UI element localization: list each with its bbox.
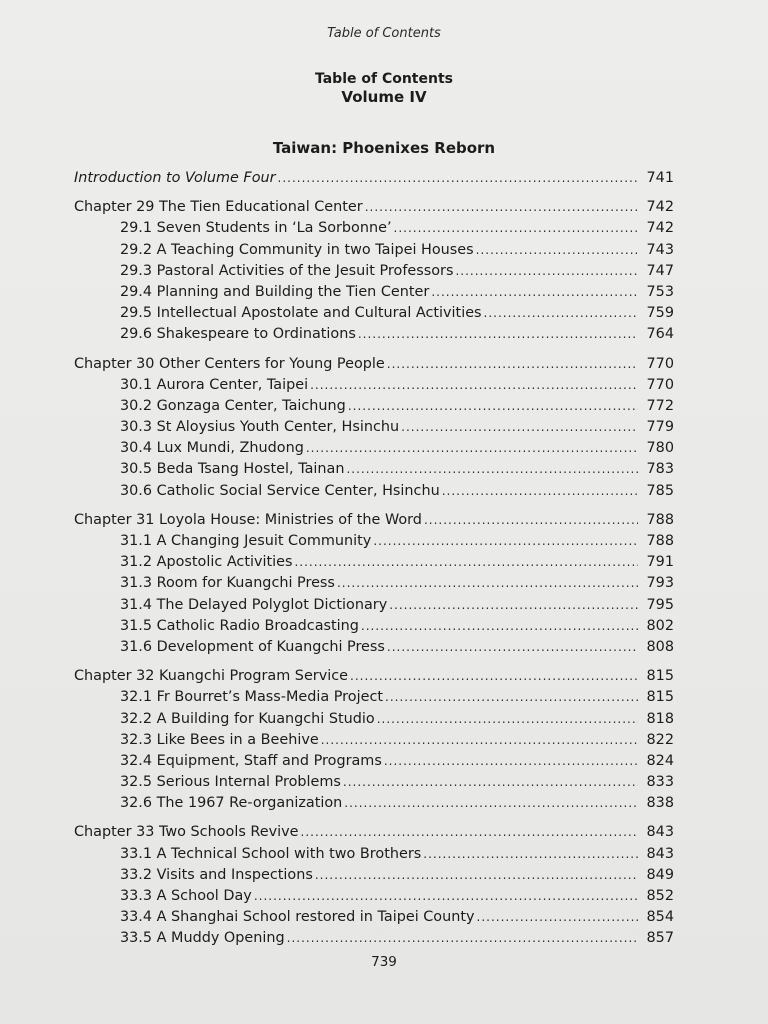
entry-title: Chapter 29 The Tien Educational Center: [74, 199, 363, 216]
dot-leader: [361, 616, 638, 637]
toc-entry-section: [74, 396, 674, 417]
toc-entry-section: [74, 552, 674, 573]
entry-title: 31.4 The Delayed Polyglot Dictionary: [120, 596, 388, 613]
dot-leader: [321, 730, 638, 751]
toc-entry-chapter: [74, 197, 674, 218]
toc-entry-section: [74, 531, 674, 552]
dot-leader: [278, 168, 638, 189]
entry-page: 795: [646, 596, 674, 613]
entry-page: 824: [646, 752, 674, 769]
entry-page: 770: [646, 376, 674, 393]
dot-leader: [424, 510, 638, 531]
entry-page: 788: [646, 511, 674, 528]
toc-entry-section: [74, 303, 674, 324]
entry-page: 852: [646, 888, 674, 904]
entry-page: 793: [646, 575, 674, 592]
toc-entry-introduction: [74, 168, 674, 189]
entry-page: 791: [646, 554, 674, 571]
dot-leader: [387, 354, 638, 375]
entry-page: 743: [646, 241, 674, 258]
entry-title: 33.1 A Technical School with two Brothers: [120, 845, 422, 862]
toc-entry-chapter: [74, 354, 674, 375]
entry-page: 815: [646, 668, 674, 685]
toc-heading-volume: Volume IV: [341, 88, 427, 106]
toc-heading: [0, 70, 768, 106]
entry-title: Chapter 31 Loyola House: Ministries of the Word: [74, 511, 422, 528]
toc-entry-section: [74, 772, 674, 793]
entry-page: 788: [646, 533, 674, 549]
entry-page: 764: [646, 326, 674, 343]
entry-page: 753: [646, 283, 674, 300]
toc-entry-section: [74, 687, 674, 708]
entry-title: 31.2 Apostolic Activities: [120, 554, 293, 571]
dot-leader: [423, 844, 638, 865]
entry-page: 759: [646, 305, 674, 322]
toc-entry-chapter: [74, 666, 674, 687]
dot-leader: [484, 303, 638, 324]
dot-leader: [373, 531, 638, 552]
entry-page: 822: [646, 731, 674, 748]
toc-entry-section: [74, 417, 674, 438]
entry-title: 31.6 Development of Kuangchi Press: [120, 638, 385, 655]
entry-page: 833: [646, 774, 674, 791]
chapter-spacer: [74, 814, 674, 822]
entry-title: 29.5 Intellectual Apostolate and Cultural Activities: [120, 305, 482, 322]
dot-leader: [476, 240, 638, 261]
entry-title: 32.4 Equipment, Staff and Programs: [120, 752, 382, 769]
toc-entry-section: [74, 459, 674, 480]
entry-page: 770: [646, 355, 674, 372]
toc-entry-section: [74, 282, 674, 303]
entry-title: Chapter 33 Two Schools Revive: [74, 824, 299, 841]
toc-entry-section: [74, 438, 674, 459]
running-head: Table of Contents: [327, 26, 441, 41]
toc-entry-section: [74, 886, 674, 907]
dot-leader: [358, 324, 638, 345]
entry-title: 31.3 Room for Kuangchi Press: [120, 575, 335, 592]
dot-leader: [431, 282, 638, 303]
entry-page: 741: [646, 170, 674, 186]
entry-title: 32.3 Like Bees in a Beehive: [120, 731, 319, 748]
entry-page: 838: [646, 795, 674, 812]
entry-title: 32.1 Fr Bourret’s Mass-Media Project: [120, 689, 383, 706]
entry-title: 32.5 Serious Internal Problems: [120, 774, 341, 791]
entry-title: 29.4 Planning and Building the Tien Center: [120, 283, 430, 300]
entry-page: 772: [646, 397, 674, 414]
entry-page: 747: [646, 262, 674, 279]
entry-title: 33.2 Visits and Inspections: [120, 866, 313, 883]
toc-entry-chapter: [74, 822, 674, 843]
toc-entry-section: [74, 324, 674, 345]
entry-title: 30.5 Beda Tsang Hostel, Tainan: [120, 461, 345, 478]
entry-title: 29.6 Shakespeare to Ordinations: [120, 326, 356, 343]
dot-leader: [377, 709, 638, 730]
entry-title: 29.3 Pastoral Activities of the Jesuit Professors: [120, 262, 454, 279]
toc-entry-section: [74, 240, 674, 261]
entry-page: 857: [646, 930, 674, 947]
toc-entry-chapter: [74, 510, 674, 531]
entry-title: 30.6 Catholic Social Service Center, Hsinchu: [120, 482, 440, 499]
toc-entry-section: [74, 730, 674, 751]
dot-leader: [348, 396, 638, 417]
toc-entry-section: [74, 261, 674, 282]
dot-leader: [310, 375, 638, 396]
entry-page: 742: [646, 220, 674, 237]
dot-leader: [365, 197, 638, 218]
entry-title: 32.2 A Building for Kuangchi Studio: [120, 710, 375, 727]
entry-title: 30.1 Aurora Center, Taipei: [120, 376, 309, 393]
entry-title: Introduction to Volume Four: [74, 170, 276, 186]
entry-page: 808: [646, 638, 674, 655]
entry-page: 849: [646, 866, 674, 883]
chapter-spacer: [74, 346, 674, 354]
toc-entry-section: [74, 865, 674, 886]
dot-leader: [401, 417, 638, 438]
toc-entry-section: [74, 751, 674, 772]
dot-leader: [346, 459, 638, 480]
toc-entry-section: [74, 616, 674, 637]
toc-list: [74, 168, 674, 950]
toc-heading-line1: Table of Contents: [314, 71, 453, 87]
entry-page: 785: [646, 482, 674, 499]
dot-leader: [344, 793, 638, 814]
entry-page: 783: [646, 461, 674, 478]
entry-title: 31.1 A Changing Jesuit Community: [120, 533, 372, 549]
toc-entry-section: [74, 375, 674, 396]
dot-leader: [343, 772, 638, 793]
entry-title: 31.5 Catholic Radio Broadcasting: [120, 617, 359, 634]
entry-page: 843: [646, 824, 674, 841]
dot-leader: [442, 481, 638, 502]
toc-entry-section: [74, 573, 674, 594]
entry-page: 818: [646, 710, 674, 727]
toc-entry-section: [74, 595, 674, 616]
chapter-spacer: [74, 658, 674, 666]
entry-title: 29.2 A Teaching Community in two Taipei Houses: [120, 241, 474, 258]
entry-title: 30.4 Lux Mundi, Zhudong: [120, 440, 304, 457]
toc-entry-section: [74, 907, 674, 928]
part-title: Taiwan: Phoenixes Reborn: [272, 139, 496, 157]
toc-entry-section: [74, 637, 674, 658]
entry-title: 33.4 A Shanghai School restored in Taipei County: [120, 909, 475, 926]
entry-page: 779: [646, 419, 674, 436]
dot-leader: [315, 865, 638, 886]
dot-leader: [394, 218, 638, 239]
page-number: 739: [371, 954, 397, 970]
toc-entry-section: [74, 793, 674, 814]
chapter-spacer: [74, 502, 674, 510]
entry-title: Chapter 30 Other Centers for Young People: [74, 355, 385, 372]
dot-leader: [387, 637, 638, 658]
dot-leader: [455, 261, 638, 282]
dot-leader: [385, 687, 638, 708]
entry-page: 843: [646, 845, 674, 862]
entry-title: 33.5 A Muddy Opening: [120, 930, 285, 947]
dot-leader: [384, 751, 638, 772]
entry-title: 32.6 The 1967 Re-organization: [120, 795, 343, 812]
toc-entry-section: [74, 481, 674, 502]
dot-leader: [254, 886, 638, 907]
dot-leader: [389, 595, 638, 616]
toc-entry-section: [74, 928, 674, 949]
entry-page: 802: [646, 617, 674, 634]
entry-page: 854: [646, 909, 674, 926]
dot-leader: [287, 928, 638, 949]
entry-page: 742: [646, 199, 674, 216]
dot-leader: [337, 573, 638, 594]
entry-title: 30.3 St Aloysius Youth Center, Hsinchu: [120, 419, 400, 436]
entry-page: 780: [646, 440, 674, 457]
dot-leader: [294, 552, 638, 573]
entry-title: 30.2 Gonzaga Center, Taichung: [120, 397, 346, 414]
entry-title: 33.3 A School Day: [120, 888, 252, 904]
dot-leader: [350, 666, 638, 687]
dot-leader: [477, 907, 638, 928]
chapter-spacer: [74, 189, 674, 197]
entry-title: Chapter 32 Kuangchi Program Service: [74, 668, 348, 685]
toc-entry-section: [74, 218, 674, 239]
entry-title: 29.1 Seven Students in ‘La Sorbonne’: [120, 220, 392, 237]
toc-entry-section: [74, 844, 674, 865]
dot-leader: [306, 438, 638, 459]
entry-page: 815: [646, 689, 674, 706]
toc-entry-section: [74, 709, 674, 730]
dot-leader: [301, 822, 639, 843]
